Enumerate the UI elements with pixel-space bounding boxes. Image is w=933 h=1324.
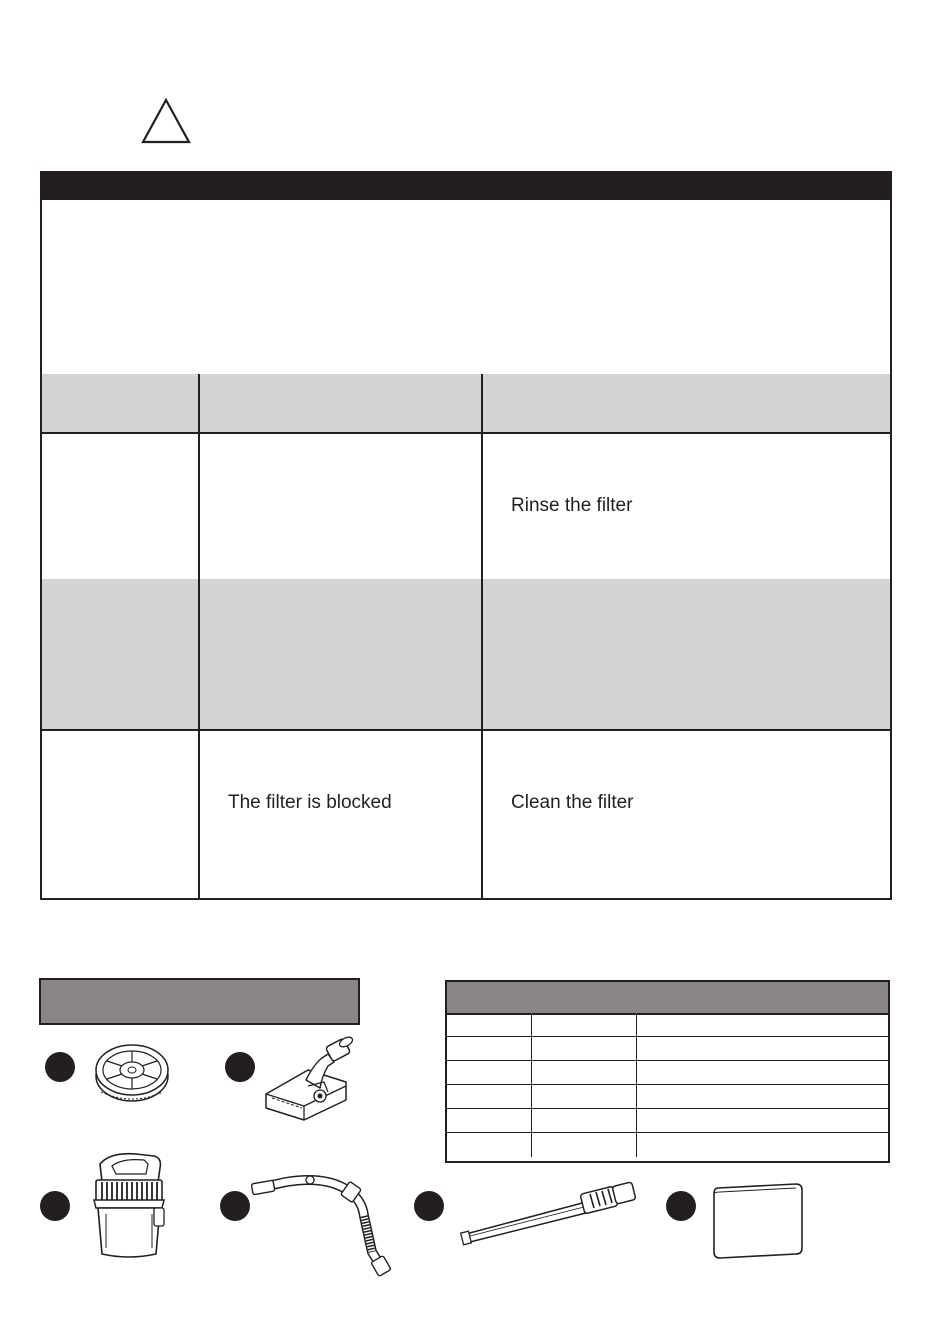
part-marker-4 [220,1191,250,1221]
problem-cell [42,432,200,579]
troubleshooting-table [40,171,892,900]
table-row [447,1013,888,1037]
table-cell [637,1037,888,1060]
table-cell [637,1013,888,1036]
table-cell [532,1013,637,1036]
table-cell [532,1061,637,1084]
troubleshooting-header-bar [42,173,890,200]
problem-cell [42,729,200,898]
floor-brush-image [262,1036,358,1122]
cause-cell [200,579,483,729]
table-cell [447,1061,532,1084]
solution-cell [483,729,890,898]
table-cell [447,1085,532,1108]
table-cell [637,1133,888,1157]
extension-tube-image [462,1176,642,1246]
solution-cell [483,579,890,729]
dust-container-image [88,1152,170,1262]
table-cell [637,1061,888,1084]
table-cell [532,1085,637,1108]
spare-parts-table-header [447,982,888,1015]
table-cell [447,1037,532,1060]
accessories-heading-box [39,978,360,1025]
cause-cell [200,729,483,898]
header-cell-solution [483,374,890,432]
table-row [42,729,890,898]
table-row [447,1037,888,1061]
part-marker-1 [45,1052,75,1082]
table-cell [447,1109,532,1132]
cause-cell [200,432,483,579]
round-filter-image [93,1042,171,1104]
solution-text: Clean the filter [511,792,634,813]
table-row [447,1133,888,1157]
table-row [42,432,890,581]
table-row [447,1109,888,1133]
table-row [42,579,890,731]
warning-triangle-icon [140,97,192,145]
part-marker-3 [40,1191,70,1221]
part-marker-6 [666,1191,696,1221]
sponge-filter-image [712,1182,804,1260]
table-cell [447,1133,532,1157]
cause-text: The filter is blocked [228,792,392,813]
table-cell [532,1037,637,1060]
spare-parts-table [445,980,890,1163]
table-header-row [42,374,890,434]
hose-image [252,1166,394,1278]
solution-text: Rinse the filter [511,495,633,516]
solution-cell [483,432,890,579]
table-cell [637,1085,888,1108]
table-cell [637,1109,888,1132]
problem-cell [42,579,200,729]
header-cell-cause [200,374,483,432]
troubleshooting-intro [42,200,890,376]
table-row [447,1061,888,1085]
part-marker-5 [414,1191,444,1221]
table-cell [532,1133,637,1157]
part-marker-2 [225,1052,255,1082]
table-cell [532,1109,637,1132]
header-cell-problem [42,374,200,432]
table-row [447,1085,888,1109]
table-cell [447,1013,532,1036]
